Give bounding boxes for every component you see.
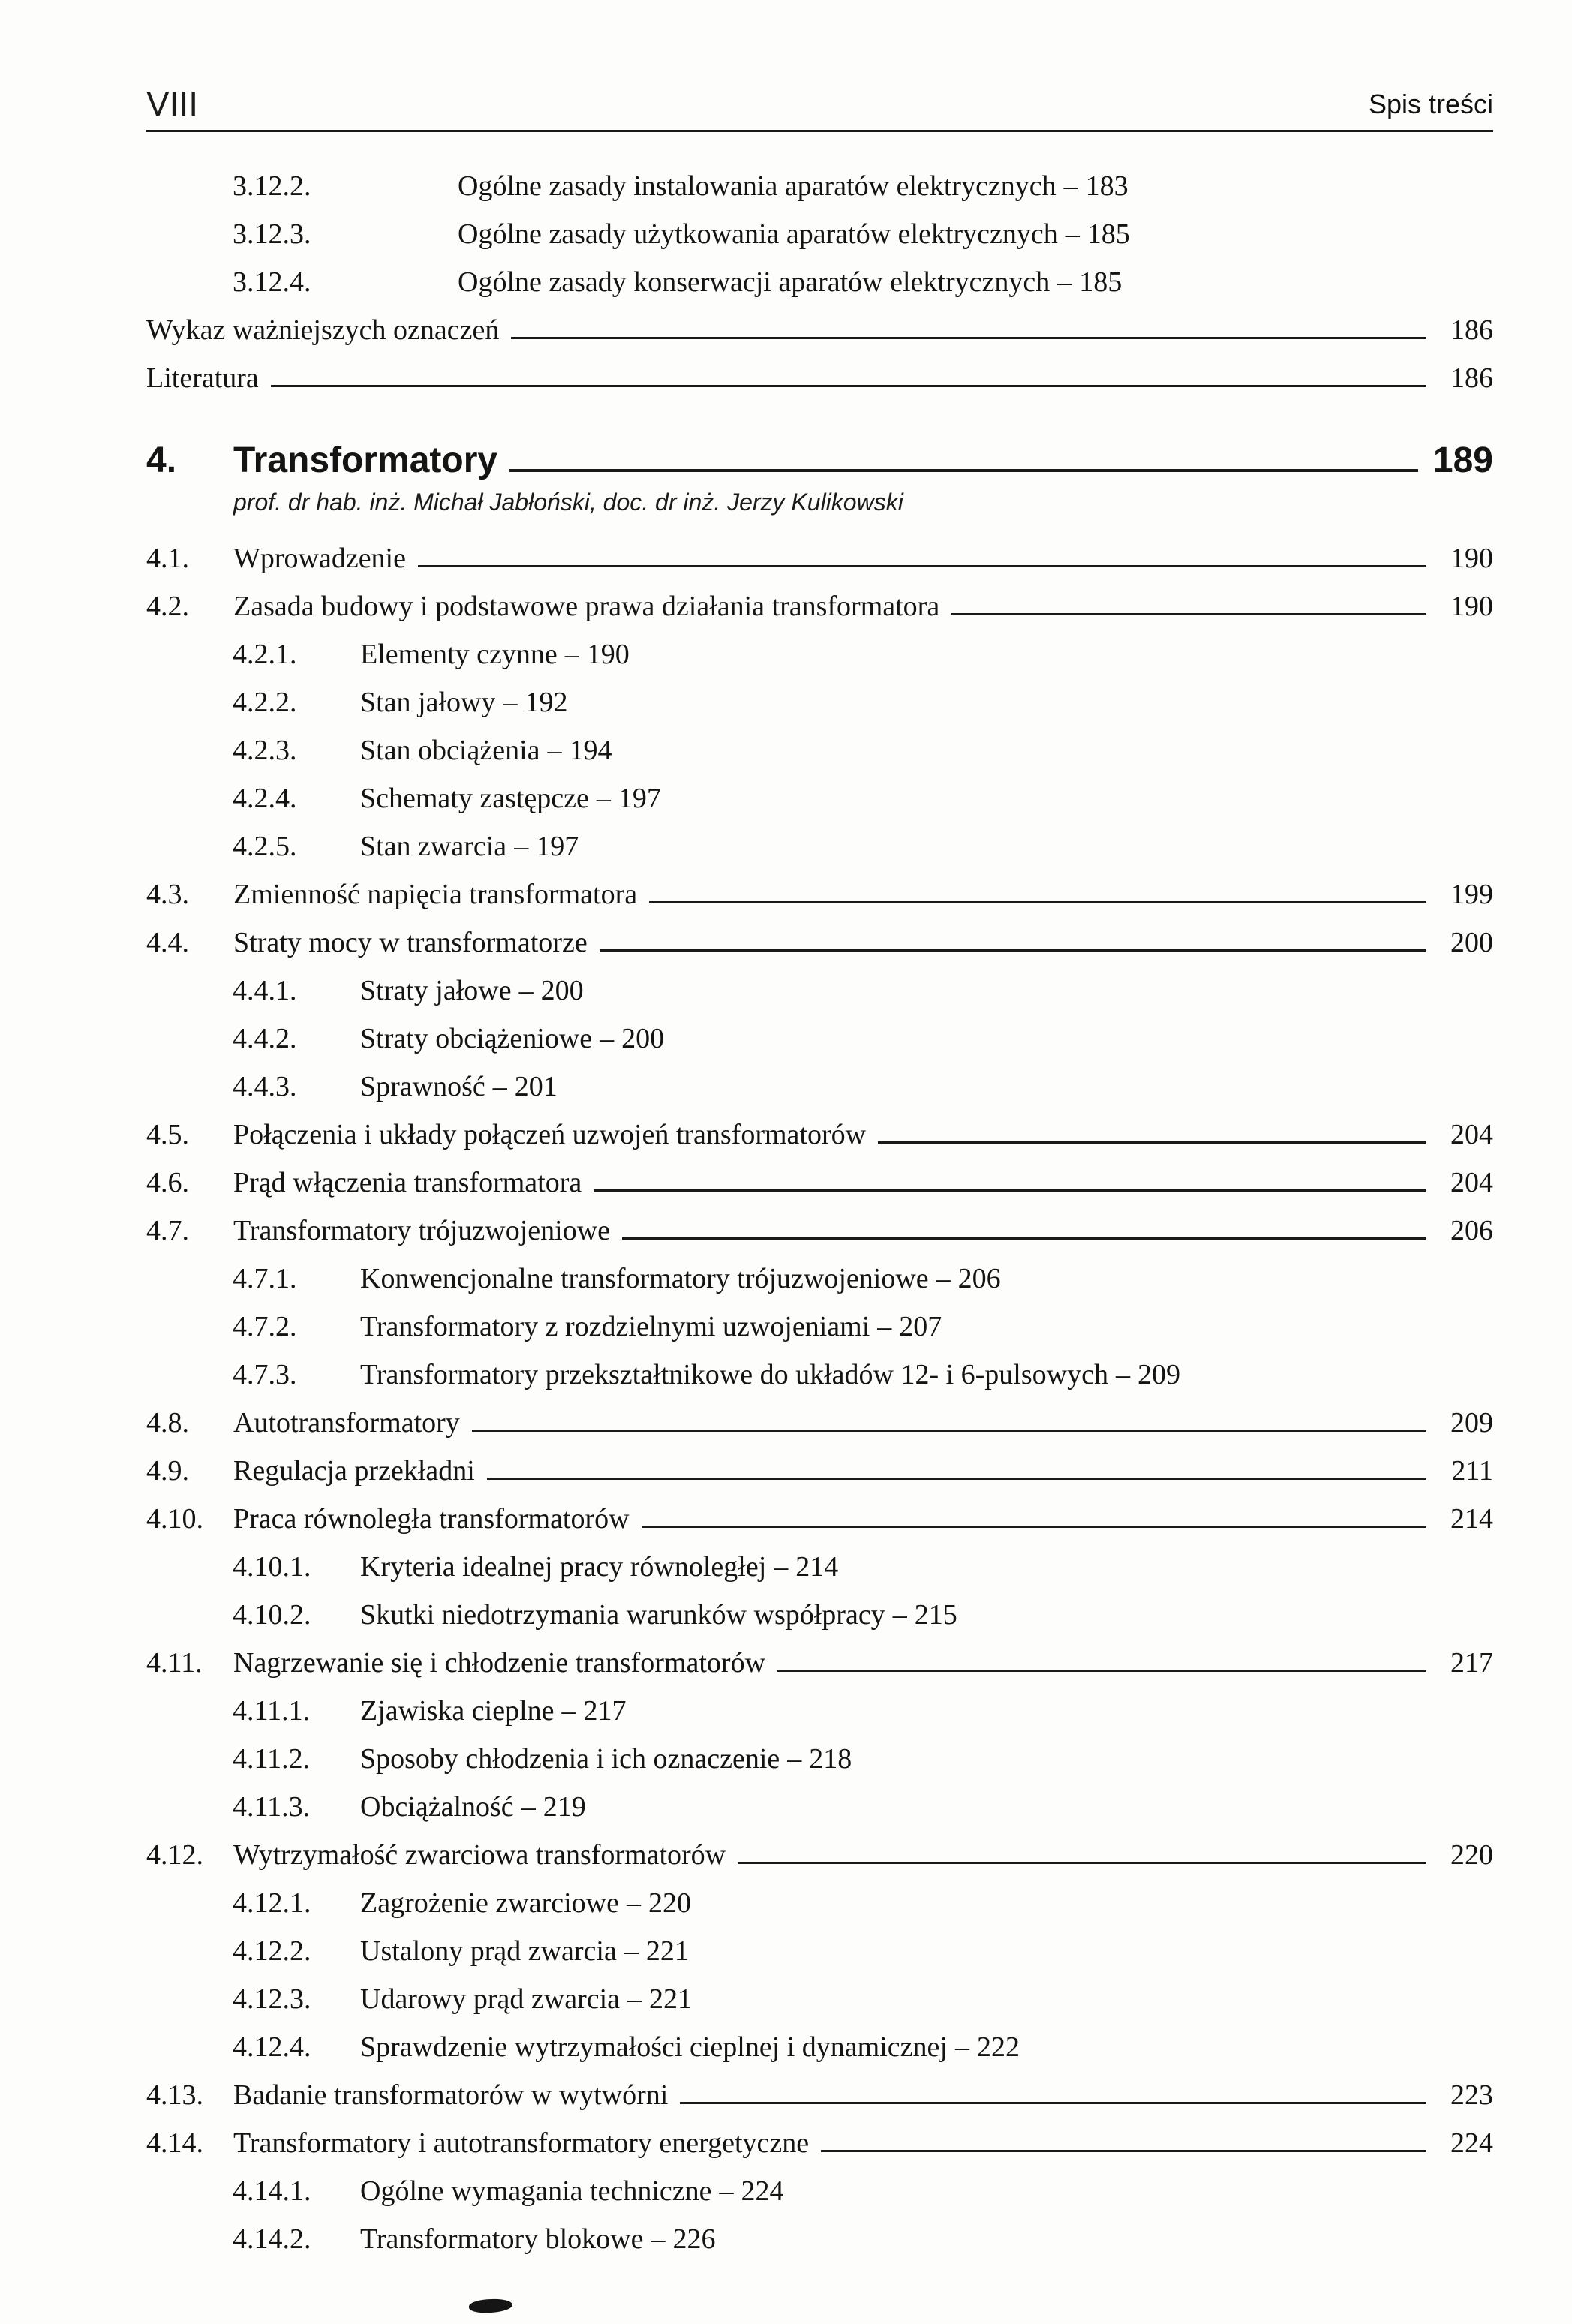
toc-entry-row [146,774,1493,822]
page-number: 200 [621,1023,665,1054]
inline-separator: – [514,831,529,862]
toc-entry-row [146,2119,1493,2167]
entry-number: 4.11. [146,1647,203,1679]
entry-number: 4.2.2. [233,687,297,718]
toc-entry-row [146,210,1493,258]
entry-title: Stan obciążenia [360,735,540,766]
page-number: 200 [1450,927,1493,958]
leader-line [777,1670,1426,1672]
inline-separator: – [774,1551,789,1583]
page-number: 197 [536,831,579,862]
entry-title: Transformatory trójuzwojeniowe [233,1215,610,1246]
page-number: 211 [1451,1455,1493,1487]
entry-title: Transformatory przekształtnikowe do układów 12- i 6-pulsowych [360,1359,1108,1390]
page-number: 186 [1450,314,1493,346]
leader-line [680,2102,1426,2104]
toc-entry-row [146,2215,1493,2263]
entry-number: 4.1. [146,543,189,574]
leader-line [418,565,1426,567]
entry-title: Zjawiska cieplne [360,1695,555,1727]
toc-entry-row [146,2167,1493,2215]
leader-line [594,1189,1426,1192]
entry-title: Transformatory i autotransformatory energetyczne [233,2127,810,2159]
entry-number: 4.7.2. [233,1311,297,1342]
toc-entry-row [146,1543,1493,1591]
page-number: 223 [1450,2079,1493,2111]
page-number: 214 [1450,1503,1493,1535]
toc-entry-row [146,1159,1493,1207]
page-number: 190 [586,639,630,670]
toc-entry-row [146,822,1493,870]
page-number: 221 [649,1983,693,2015]
entry-number: 4.4.3. [233,1071,297,1102]
entry-number: 4.7. [146,1215,189,1246]
entry-number: 4.2.4. [233,783,297,814]
entry-title: Praca równoległa transformatorów [233,1503,630,1535]
entry-title: Sprawność [360,1071,485,1102]
entry-number: 4.5. [146,1119,189,1150]
toc-entry-row [146,1399,1493,1447]
inline-separator: – [892,1599,907,1631]
entry-title: Schematy zastępcze [360,783,589,814]
folio-page-number: VIII [146,84,199,123]
leader-line [600,949,1426,952]
entry-title: Literatura [146,362,259,394]
entry-number: 4.7.1. [233,1263,297,1294]
entry-number: 4.4. [146,927,189,958]
entry-number: 3.12.4. [233,266,311,298]
inline-separator: – [596,783,611,814]
leader-line [509,469,1418,472]
page-number: 206 [957,1263,1001,1294]
inline-separator: – [503,687,518,718]
page-number: 214 [795,1551,839,1583]
inline-separator: – [1057,266,1072,298]
toc-entry-row [146,258,1493,306]
entry-number: 4.6. [146,1167,189,1198]
toc-entry-row [146,1303,1493,1351]
entry-number: 4.11.1. [233,1695,311,1727]
entry-number: 4.12.1. [233,1887,311,1919]
entry-number: 3.12.3. [233,218,311,250]
entry-title: Regulacja przekładni [233,1455,475,1487]
entry-number: 4.12. [146,1839,203,1871]
page-number: 217 [583,1695,627,1727]
entry-title: Skutki niedotrzymania warunków współpracy [360,1599,885,1631]
entry-title: Stan zwarcia [360,831,507,862]
header-title: Spis treści [1368,89,1493,119]
toc-entry-row [146,1351,1493,1399]
entry-title: Obciążalność [360,1791,514,1823]
toc-entry-row [146,1447,1493,1495]
page-number: 192 [525,687,568,718]
entry-title: Połączenia i układy połączeń uzwojeń transformatorów [233,1119,867,1150]
page-number: 209 [1450,1407,1493,1439]
page-number: 219 [543,1791,586,1823]
entry-number: 3.12.2. [233,170,311,202]
entry-title: Straty mocy w transformatorze [233,927,588,958]
page-number: 207 [899,1311,942,1342]
entry-title: Konwencjonalne transformatory trójuzwojeniowe [360,1263,929,1294]
entry-number: 4.11.3. [233,1791,311,1823]
leader-line [511,337,1426,339]
toc-entry-row [146,967,1493,1015]
entry-number: 4.8. [146,1407,189,1439]
toc-entry-row [146,1735,1493,1783]
leader-line [878,1141,1426,1144]
page-number: 206 [1450,1215,1493,1246]
inline-separator: – [651,2223,666,2255]
inline-separator: – [719,2175,734,2207]
inline-separator: – [1065,218,1080,250]
entry-number: 4.13. [146,2079,203,2111]
entry-title: Wykaz ważniejszych oznaczeń [146,314,500,346]
entry-number: 4.7.3. [233,1359,297,1390]
page-number: 185 [1087,218,1130,250]
page-number: 224 [741,2175,784,2207]
entry-title: Badanie transformatorów w wytwórni [233,2079,669,2111]
entry-title: Zasada budowy i podstawowe prawa działania transformatora [233,591,940,622]
page-number: 221 [645,1935,689,1967]
page-number: 190 [1450,543,1493,574]
inline-separator: – [564,639,579,670]
toc-entry-row [146,1591,1493,1639]
entry-number: 4. [146,440,177,480]
entry-number: 4.10.2. [233,1599,311,1631]
inline-separator: – [954,2031,969,2063]
entry-number: 4.2. [146,591,189,622]
toc-entry-row [146,2071,1493,2119]
toc-entry-row [146,1879,1493,1927]
entry-title: Zagrożenie zwarciowe [360,1887,619,1919]
leader-line [271,385,1426,387]
toc-entry-row [146,582,1493,630]
toc-entry-row [146,1111,1493,1159]
leader-line [649,901,1426,903]
entry-title: Transformatory [233,440,498,480]
page-number: 183 [1085,170,1129,202]
toc-entry-row [146,1063,1493,1111]
entry-number: 4.2.3. [233,735,297,766]
toc-entry-row [146,2023,1493,2071]
inline-separator: – [600,1023,615,1054]
leader-line [487,1478,1426,1480]
toc-entry-row [146,726,1493,774]
toc-entry-row [146,678,1493,726]
entry-number: 4.14.2. [233,2223,311,2255]
toc-authors-row [146,486,1493,518]
entry-number: 4.14.1. [233,2175,311,2207]
page-number: 190 [1450,591,1493,622]
toc-entry-row [146,1015,1493,1063]
entry-number: 4.4.2. [233,1023,297,1054]
entry-title: Ustalony prąd zwarcia [360,1935,617,1967]
entry-title: Kryteria idealnej pracy równoległej [360,1551,767,1583]
entry-number: 4.12.3. [233,1983,311,2015]
entry-title: Sprawdzenie wytrzymałości cieplnej i dynamicznej [360,2031,948,2063]
page-number: 204 [1450,1167,1493,1198]
page-number: 220 [1450,1839,1493,1871]
inline-separator: – [624,1935,639,1967]
toc-entry-row [146,306,1493,354]
inline-separator: – [518,975,534,1006]
leader-line [738,1862,1426,1864]
page-header [146,86,1493,132]
toc-entry-row [146,1687,1493,1735]
page-number: 185 [1079,266,1123,298]
page-number: 215 [914,1599,957,1631]
toc-entry-row [146,630,1493,678]
toc-entry-row [146,1255,1493,1303]
toc-chapter-row [146,438,1493,483]
entry-title: Ogólne zasady instalowania aparatów elektrycznych [458,170,1057,202]
entry-title: Ogólne zasady konserwacji aparatów elektrycznych [458,266,1051,298]
inline-separator: – [521,1791,536,1823]
inline-separator: – [1063,170,1078,202]
page-number: 204 [1450,1119,1493,1150]
page-number: 200 [540,975,584,1006]
toc-entry-row [146,534,1493,582]
entry-title: Wprowadzenie [233,543,406,574]
inline-separator: – [1115,1359,1130,1390]
toc-entry-row [146,1207,1493,1255]
entry-number: 4.4.1. [233,975,297,1006]
inline-separator: – [627,1983,642,2015]
inline-separator: – [492,1071,507,1102]
entry-number: 4.9. [146,1455,189,1487]
leader-line [642,1526,1426,1528]
chapter-authors: prof. dr hab. inż. Michał Jabłoński, doc. dr inż. Jerzy Kulikowski [233,489,903,516]
entry-number: 4.12.4. [233,2031,311,2063]
entry-title: Transformatory z rozdzielnymi uzwojeniami [360,1311,870,1342]
page-number: 209 [1137,1359,1180,1390]
entry-number: 4.14. [146,2127,203,2159]
page-number: 186 [1450,362,1493,394]
leader-line [472,1430,1426,1432]
entry-title: Autotransformatory [233,1407,460,1439]
entry-number: 4.12.2. [233,1935,311,1967]
inline-separator: – [877,1311,892,1342]
entry-title: Udarowy prąd zwarcia [360,1983,621,2015]
toc-list [146,162,1493,2263]
entry-number: 4.2.1. [233,639,297,670]
entry-number: 4.2.5. [233,831,297,862]
inline-separator: – [787,1743,802,1775]
inline-separator: – [626,1887,641,1919]
entry-number: 4.10. [146,1503,203,1535]
toc-entry-row [146,162,1493,210]
entry-title: Straty obciążeniowe [360,1023,593,1054]
entry-number: 4.3. [146,879,189,910]
page-number: 218 [809,1743,852,1775]
toc-entry-row [146,1495,1493,1543]
entry-number: 4.10.1. [233,1551,311,1583]
entry-title: Wytrzymałość zwarciowa transformatorów [233,1839,726,1871]
page-number: 197 [618,783,661,814]
entry-title: Sposoby chłodzenia i ich oznaczenie [360,1743,780,1775]
page-number: 226 [672,2223,716,2255]
leader-line [622,1237,1426,1240]
entry-title: Straty jałowe [360,975,512,1006]
entry-title: Zmienność napięcia transformatora [233,879,638,910]
page-number: 194 [569,735,612,766]
entry-title: Stan jałowy [360,687,496,718]
page-number: 199 [1450,879,1493,910]
entry-title: Ogólne wymagania techniczne [360,2175,712,2207]
entry-title: Ogólne zasady użytkowania aparatów elektrycznych [458,218,1058,250]
toc-entry-row [146,1927,1493,1975]
page-number: 217 [1450,1647,1493,1679]
inline-separator: – [561,1695,576,1727]
toc-entry-row [146,1975,1493,2023]
inline-separator: – [936,1263,951,1294]
entry-title: Prąd włączenia transformatora [233,1167,582,1198]
leader-line [951,613,1426,615]
leader-line [821,2150,1426,2152]
toc-entry-row [146,1783,1493,1831]
page-number: 189 [1432,440,1493,480]
page-number: 222 [976,2031,1020,2063]
toc-entry-row [146,870,1493,918]
toc-entry-row [146,1831,1493,1879]
entry-title: Elementy czynne [360,639,558,670]
entry-number: 4.11.2. [233,1743,311,1775]
page-number: 220 [648,1887,691,1919]
toc-entry-row [146,354,1493,402]
toc-entry-row [146,1639,1493,1687]
inline-separator: – [547,735,562,766]
entry-title: Nagrzewanie się i chłodzenie transformatorów [233,1647,766,1679]
scan-artifact [468,2298,512,2314]
entry-title: Transformatory blokowe [360,2223,644,2255]
toc-entry-row [146,918,1493,967]
page-number: 201 [514,1071,558,1102]
page-number: 224 [1450,2127,1493,2159]
